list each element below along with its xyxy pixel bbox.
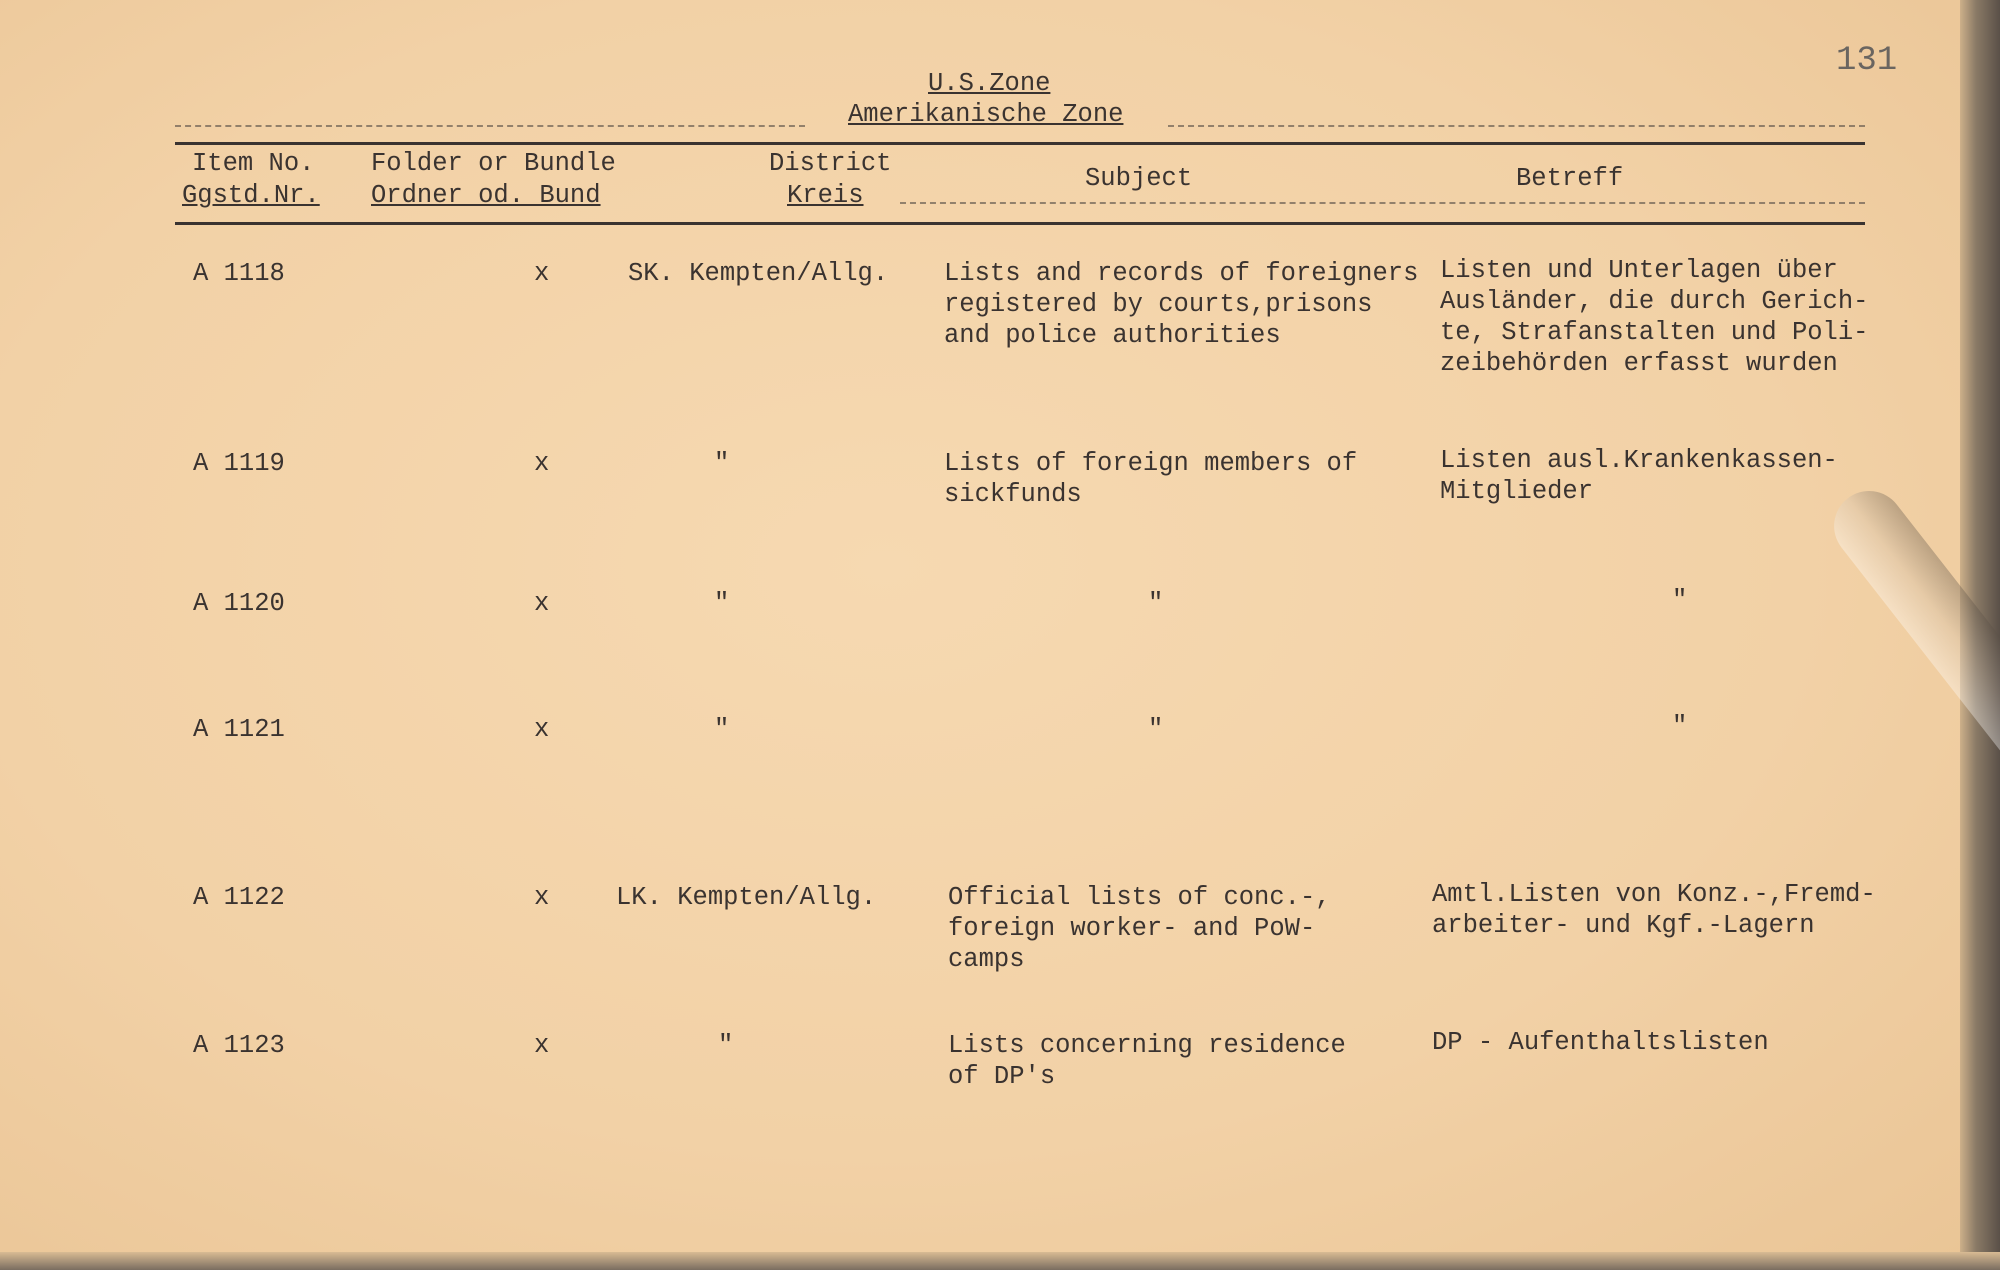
col-district-en: District	[769, 149, 892, 178]
item-number: A 1118	[193, 259, 285, 288]
subject-line: Lists and records of foreigners	[944, 259, 1419, 288]
district: SK. Kempten/Allg.	[628, 259, 889, 288]
page-bottom-edge	[0, 1252, 2000, 1270]
betreff-line: Mitglieder	[1440, 477, 1594, 506]
col-item-en: Item No.	[192, 149, 315, 178]
district: LK. Kempten/Allg.	[616, 883, 877, 912]
col-district-de: Kreis	[787, 181, 864, 210]
header-rule-top	[175, 142, 1865, 145]
item-number: A 1119	[193, 449, 285, 478]
betreff-line: arbeiter- und Kgf.-Lagern	[1432, 911, 1815, 940]
betreff-line: Ausländer, die durch Gerich-	[1440, 287, 1869, 316]
subject-line: "	[1148, 715, 1164, 744]
bundle-mark: x	[534, 883, 550, 912]
header-rule-bottom	[175, 222, 1865, 225]
header-dash-sub	[900, 202, 1865, 204]
header-dash-left	[175, 125, 805, 127]
col-subject: Subject	[1085, 164, 1193, 193]
betreff-line: Listen ausl.Krankenkassen-	[1440, 446, 1838, 475]
bundle-mark: x	[534, 715, 550, 744]
subject-line: Lists of foreign members of	[944, 449, 1358, 478]
col-betreff: Betreff	[1516, 164, 1624, 193]
subject-line: Lists concerning residence	[948, 1031, 1346, 1060]
betreff-line: te, Strafanstalten und Poli-	[1440, 318, 1869, 347]
subject-line: camps	[948, 945, 1025, 974]
bundle-mark: x	[534, 1031, 550, 1060]
zone-title-de: Amerikanische Zone	[848, 100, 1124, 129]
betreff-line: Listen und Unterlagen über	[1440, 256, 1838, 285]
item-number: A 1120	[193, 589, 285, 618]
zone-title-en: U.S.Zone	[928, 69, 1051, 98]
subject-line: sickfunds	[944, 480, 1082, 509]
betreff-line: Amtl.Listen von Konz.-,Fremd-	[1432, 880, 1876, 909]
col-folder-en: Folder or Bundle	[371, 149, 616, 178]
header-dash-right	[1168, 125, 1865, 127]
district: "	[714, 589, 730, 618]
bundle-mark: x	[534, 449, 550, 478]
item-number: A 1121	[193, 715, 285, 744]
subject-line: "	[1148, 589, 1164, 618]
col-folder-de: Ordner od. Bund	[371, 181, 601, 210]
district: "	[714, 715, 730, 744]
bundle-mark: x	[534, 589, 550, 618]
district: "	[714, 449, 730, 478]
col-item-de: Ggstd.Nr.	[182, 181, 320, 210]
subject-line: of DP's	[948, 1062, 1056, 1091]
page-number: 131	[1836, 42, 1898, 80]
betreff-line: zeibehörden erfasst wurden	[1440, 349, 1838, 378]
betreff-line: "	[1672, 712, 1688, 741]
subject-line: foreign worker- and PoW-	[948, 914, 1316, 943]
betreff-line: "	[1672, 586, 1688, 615]
item-number: A 1122	[193, 883, 285, 912]
subject-line: Official lists of conc.-,	[948, 883, 1331, 912]
district: "	[718, 1031, 734, 1060]
bundle-mark: x	[534, 259, 550, 288]
subject-line: and police authorities	[944, 321, 1281, 350]
item-number: A 1123	[193, 1031, 285, 1060]
betreff-line: DP - Aufenthaltslisten	[1432, 1028, 1769, 1057]
subject-line: registered by courts,prisons	[944, 290, 1373, 319]
